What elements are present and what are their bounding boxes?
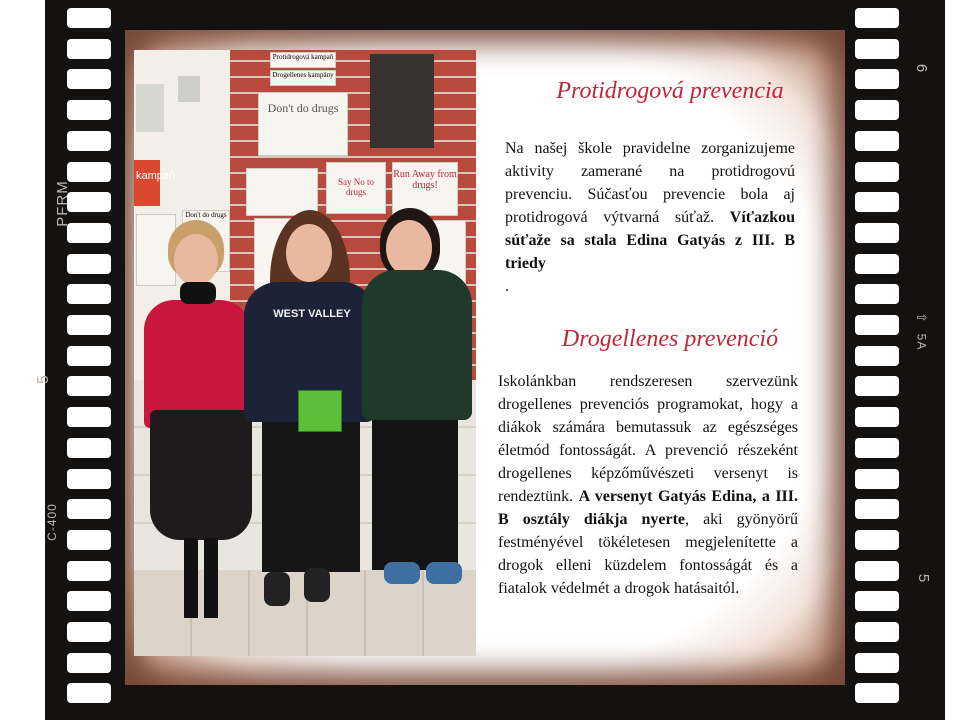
section-text-slovak [505, 137, 795, 298]
film-sprocket-hole [67, 683, 111, 703]
film-edge-label: 5 [34, 374, 52, 384]
film-edge-label: 6 [913, 63, 931, 74]
film-edge-label: 5A [914, 333, 929, 351]
film-sprocket-hole [855, 192, 899, 212]
section-text-slovak-bold: Víťazkou súťaže sa stala Edina Gatyás z III. B triedy [505, 209, 795, 272]
film-edge-label: PFRM [53, 180, 71, 227]
photo-prize-book [298, 390, 342, 432]
section-text-slovak-end: . [505, 278, 509, 295]
film-sprocket-hole [855, 376, 899, 396]
film-sprocket-hole [855, 438, 899, 458]
event-photo [134, 50, 476, 656]
film-sprocket-hole [67, 530, 111, 550]
film-sprocket-hole [67, 591, 111, 611]
film-sprocket-hole [67, 223, 111, 243]
film-sprocket-hole [855, 254, 899, 274]
film-sprocket-hole [855, 100, 899, 120]
film-sprocket-hole [67, 622, 111, 642]
film-sprocket-hole [855, 622, 899, 642]
film-sprocket-hole [67, 162, 111, 182]
film-edge-label: C-400 [44, 503, 59, 541]
film-sprocket-hole [855, 530, 899, 550]
film-sprocket-hole [855, 284, 899, 304]
film-sprocket-hole [855, 346, 899, 366]
film-sprocket-hole [67, 39, 111, 59]
film-sprocket-hole [855, 653, 899, 673]
photo-wall-speaker [136, 84, 164, 132]
film-sprocket-hole [67, 254, 111, 274]
photo-red-sign-text: kampaň [136, 170, 176, 182]
film-sprocket-hole [855, 8, 899, 28]
film-sprocket-hole [67, 376, 111, 396]
film-sprocket-hole [855, 683, 899, 703]
film-sprocket-hole [67, 469, 111, 489]
film-sprocket-hole [855, 315, 899, 335]
photo-skull-painting [370, 54, 434, 148]
photo-poster [246, 168, 318, 216]
photo-poster: Say No to drugs [326, 162, 386, 214]
section-text-hungarian-end: , aki gyönyörű festményével tökéletesen megjelenítette a drogok elleni küzdelem fontosságát és a fiatalok védelmét a drogok hatásaitól. [498, 511, 799, 597]
section-text-hungarian-bold: A versenyt Gatyás Edina, a III. B osztály diákja nyerte [498, 488, 798, 528]
film-sprocket-hole [67, 407, 111, 427]
film-sprocket-hole [855, 69, 899, 89]
film-sprocket-hole [67, 561, 111, 581]
photo-poster: Don't do drugs [182, 210, 230, 272]
section-text-hungarian-plain: Iskolánkban rendszeresen szervezünk drogellenes prevenciós programokat, hogy a diákok számára bemutassuk az egészséges életmód fontosságát. A prevenció részeként drogellenes képzőművészeti versenyt is rendeztünk. [498, 373, 798, 505]
film-sprocket-hole [67, 8, 111, 28]
film-sprocket-hole [67, 653, 111, 673]
film-sprocket-hole [67, 438, 111, 458]
section-title-slovak: Protidrogová prevencia [556, 78, 784, 104]
film-sprocket-hole [67, 315, 111, 335]
film-sprocket-hole [67, 499, 111, 519]
film-sprocket-hole [855, 162, 899, 182]
photo-poster-label: Protidrogová kampaň [270, 52, 336, 68]
film-sprocket-hole [855, 499, 899, 519]
section-title-hungarian: Drogellenes prevenció [561, 326, 779, 352]
film-sprocket-hole [855, 223, 899, 243]
photo-poster: Run Away from drugs! [392, 162, 458, 216]
film-sprocket-hole [855, 469, 899, 489]
photo-red-sign [134, 160, 160, 206]
film-sprocket-hole [855, 407, 899, 427]
film-sprocket-hole [67, 69, 111, 89]
film-sprocket-hole [67, 131, 111, 151]
section-text-hungarian [498, 370, 798, 600]
photo-poster-label: Drogellenes kampány [270, 70, 336, 86]
film-sprocket-hole [67, 346, 111, 366]
photo-poster: Don't do drugs [258, 92, 348, 156]
film-sprocket-hole [67, 192, 111, 212]
photo-shirt-text: WEST VALLEY [273, 308, 351, 320]
section-text-slovak-plain: Na našej škole pravidelne zorganizujeme aktivity zamerané na protidrogovú prevenciu. Súčasťou prevencie bola aj protidrogová výtvarná súťaž. [505, 140, 795, 226]
film-sprocket-hole [67, 100, 111, 120]
film-sprocket-hole [855, 561, 899, 581]
photo-wall-box [178, 76, 200, 102]
film-sprocket-hole [855, 591, 899, 611]
film-sprocket-hole [855, 39, 899, 59]
film-edge-label: 5 [915, 573, 933, 584]
film-arrow-icon: ⇧ [913, 312, 929, 324]
film-sprocket-hole [67, 284, 111, 304]
film-sprocket-hole [855, 131, 899, 151]
